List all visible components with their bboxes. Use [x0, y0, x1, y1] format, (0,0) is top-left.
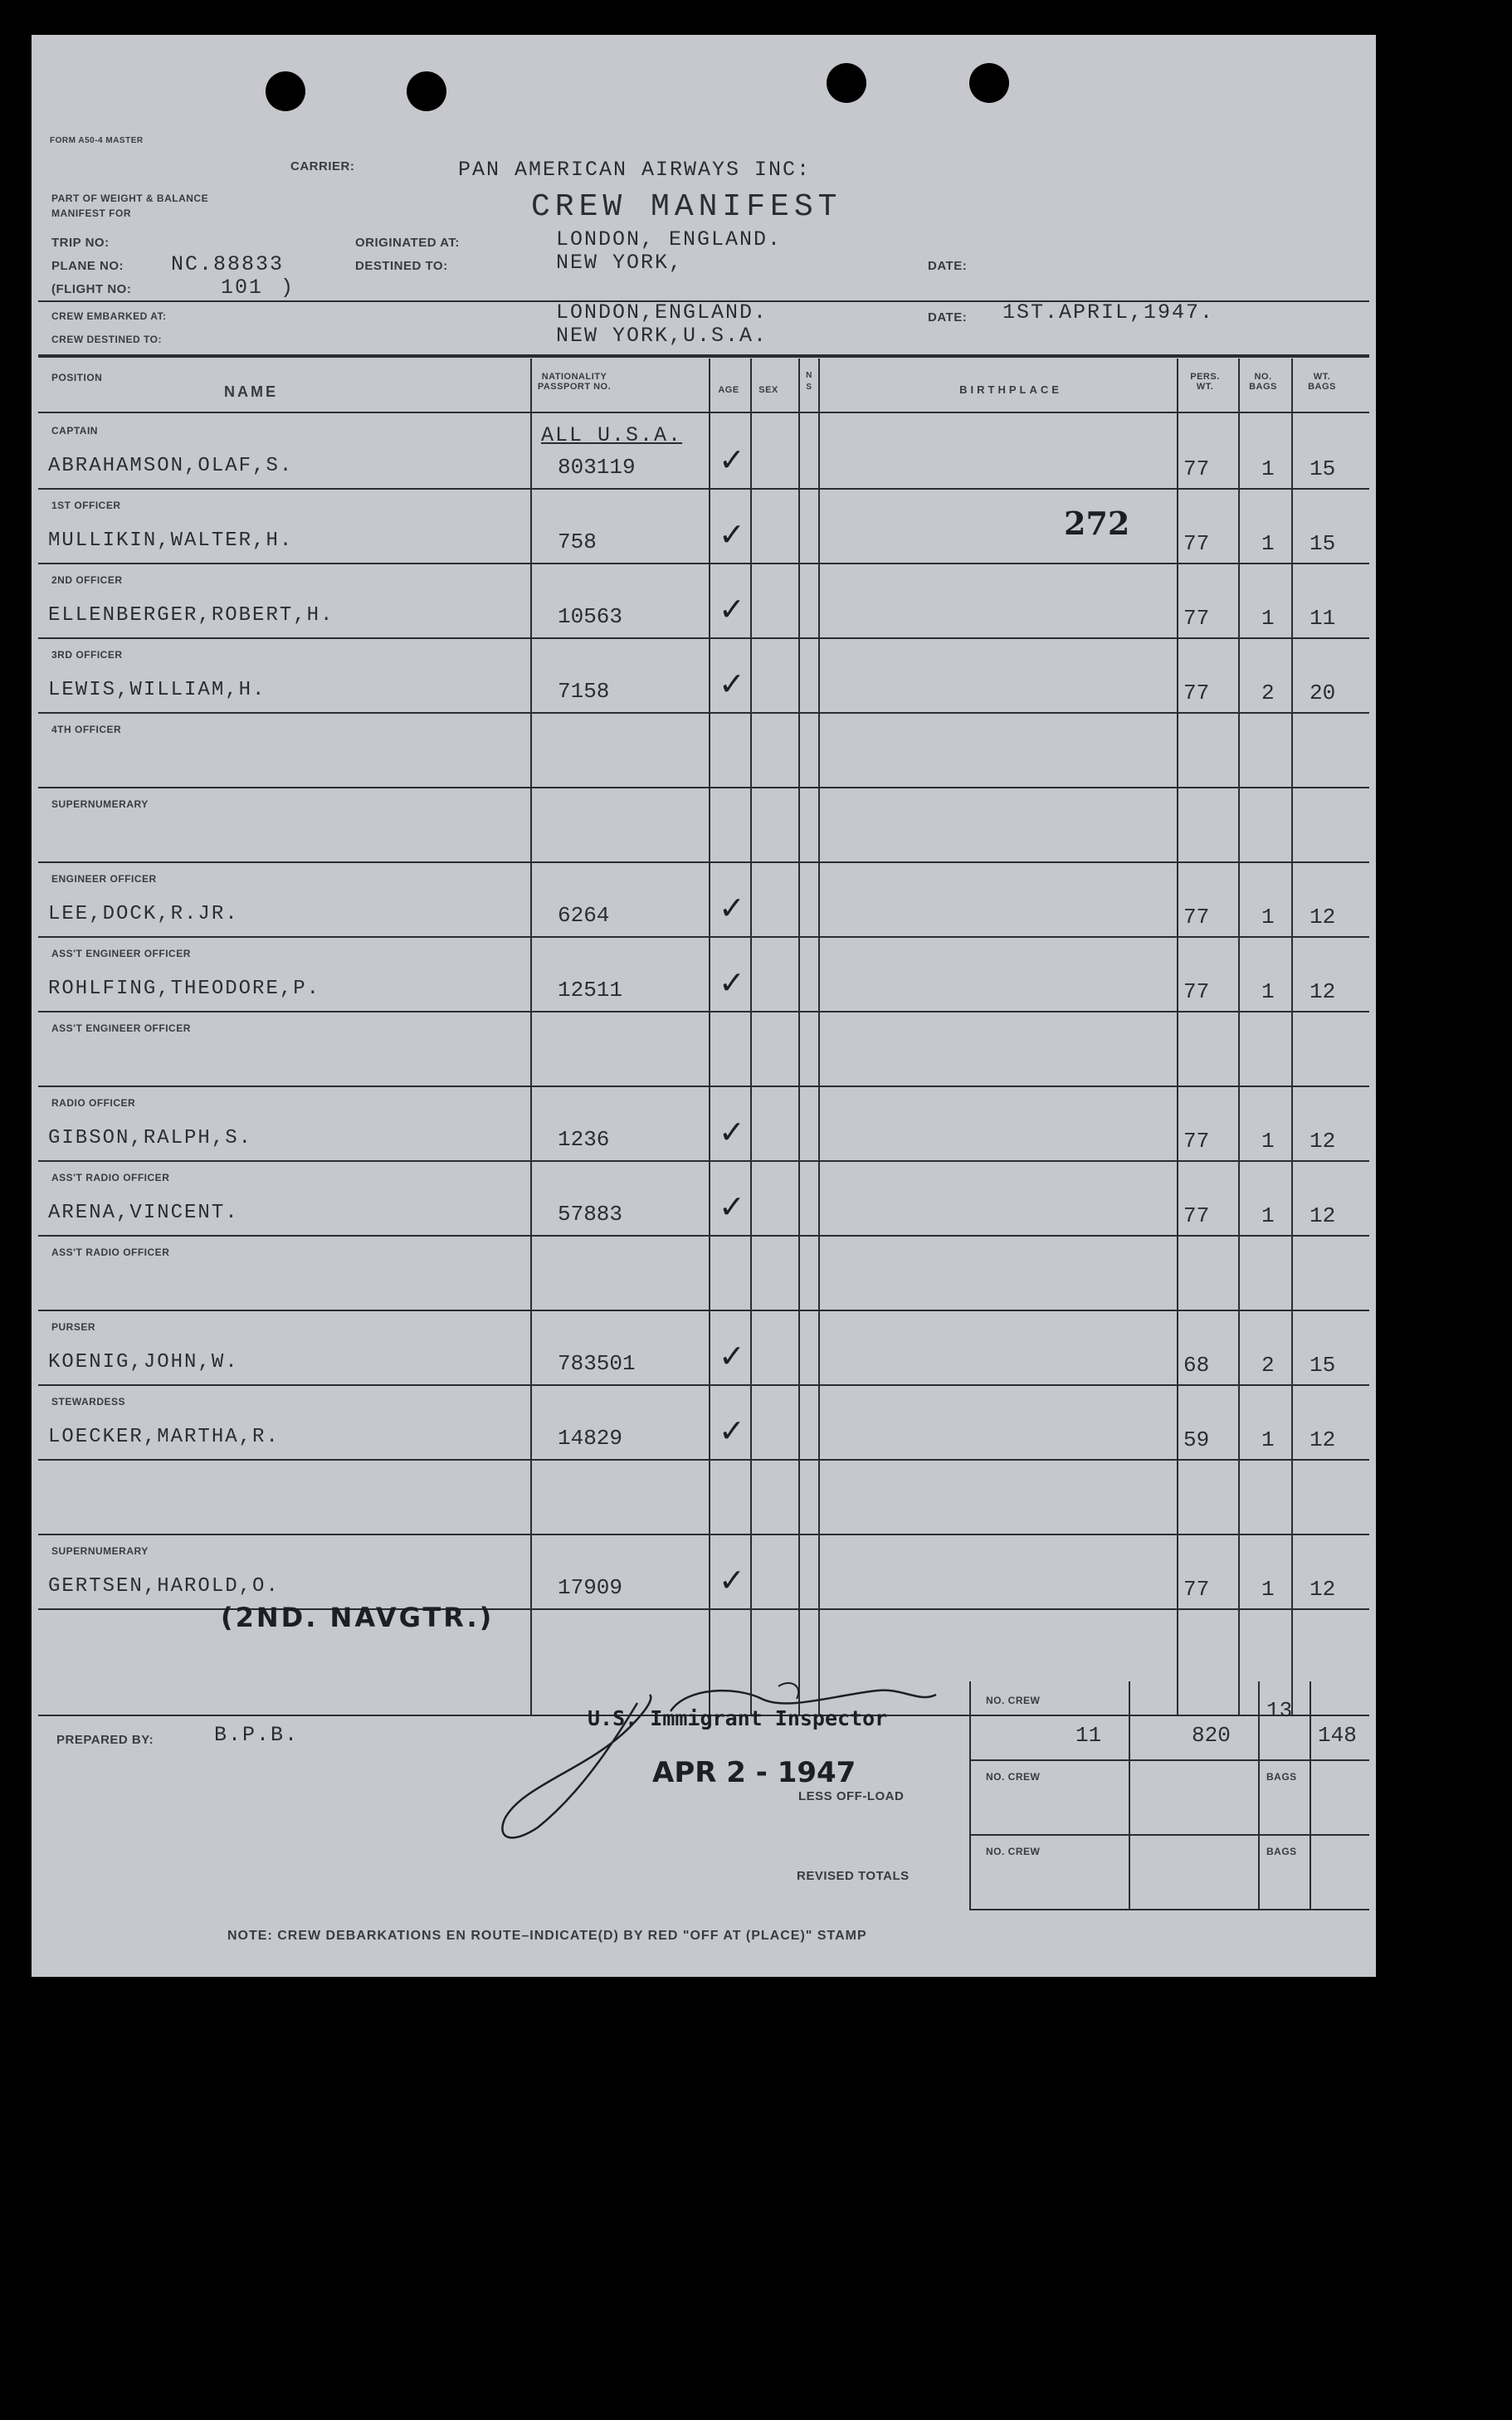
totals-col — [969, 1681, 971, 1909]
row-pers-wt: 77 — [1183, 531, 1210, 556]
stamp-date: APR 2 - 1947 — [652, 1756, 856, 1789]
bags-label: BAGS — [1266, 1846, 1297, 1857]
row-wt-bags: 12 — [1310, 979, 1336, 1004]
row-passport: 7158 — [558, 679, 610, 704]
checkmark-icon: ✓ — [719, 964, 745, 1001]
checkmark-icon: ✓ — [719, 1188, 745, 1225]
row-bags: 1 — [1261, 1129, 1275, 1154]
row-pers-wt: 77 — [1183, 1129, 1210, 1154]
header-pers-wt: PERS. WT. — [1190, 372, 1220, 392]
row-divider — [38, 637, 1369, 639]
col-line — [709, 359, 710, 1715]
total-crew: 11 — [1075, 1723, 1102, 1748]
row-divider — [38, 1310, 1369, 1311]
immigrant-inspector-stamp: U.S. Immigrant Inspector — [588, 1706, 888, 1730]
crew-destined-label: CREW DESTINED TO: — [51, 334, 162, 345]
prepared-label: PREPARED BY: — [56, 1733, 154, 1747]
row-passport: 57883 — [558, 1202, 623, 1227]
header-ns: N S — [806, 371, 812, 392]
row-position: SUPERNUMERARY — [51, 798, 149, 810]
row-divider — [38, 712, 1369, 714]
row-position: 1ST OFFICER — [51, 500, 121, 511]
row-name: GERTSEN,HAROLD,O. — [48, 1575, 280, 1598]
row-passport: 12511 — [558, 978, 623, 1003]
header-bags: NO. BAGS — [1249, 372, 1277, 392]
row-passport: 1236 — [558, 1127, 610, 1152]
row-passport: 14829 — [558, 1426, 623, 1451]
flight-number: 101 — [221, 276, 264, 300]
row-pers-wt: 77 — [1183, 681, 1210, 705]
row-name: ARENA,VINCENT. — [48, 1202, 239, 1224]
carrier: PAN AMERICAN AIRWAYS INC: — [458, 158, 812, 182]
prepared-by: B.P.B. — [214, 1723, 300, 1747]
checkmark-icon: ✓ — [719, 516, 745, 553]
row-name: LOECKER,MARTHA,R. — [48, 1426, 280, 1448]
row-passport: 758 — [558, 529, 597, 554]
checkmark-icon: ✓ — [719, 1338, 745, 1374]
row-passport: 783501 — [558, 1351, 636, 1376]
punch-hole — [827, 63, 866, 103]
row-wt-bags: 11 — [1310, 606, 1336, 631]
destined-label: DESTINED TO: — [355, 259, 448, 273]
embarked-label: CREW EMBARKED AT: — [51, 310, 167, 322]
row-divider — [38, 1011, 1369, 1012]
row-wt-bags: 15 — [1310, 1353, 1336, 1378]
inspector-signature — [488, 1670, 986, 1861]
row-pers-wt: 77 — [1183, 905, 1210, 929]
nationality-all: ALL U.S.A. — [541, 423, 683, 447]
row-divider — [38, 1160, 1369, 1162]
row-pers-wt: 77 — [1183, 456, 1210, 481]
form-number: FORM A50-4 MASTER — [50, 136, 144, 145]
row-bags: 1 — [1261, 456, 1275, 481]
originated: LONDON, ENGLAND. — [556, 227, 783, 251]
row-wt-bags: 12 — [1310, 905, 1336, 929]
row-passport: 6264 — [558, 903, 610, 928]
row-wt-bags: 12 — [1310, 1427, 1336, 1452]
total-bags: 13 — [1266, 1698, 1293, 1723]
divider — [38, 412, 1369, 413]
header-position: POSITION — [51, 372, 103, 383]
row-passport: 17909 — [558, 1575, 623, 1600]
row-bags: 1 — [1261, 531, 1275, 556]
totals-line — [969, 1909, 1369, 1910]
row-position: 3RD OFFICER — [51, 649, 123, 661]
row-position: ASS'T RADIO OFFICER — [51, 1247, 170, 1258]
row-pers-wt: 77 — [1183, 606, 1210, 631]
row-wt-bags: 15 — [1310, 456, 1336, 481]
plane-label: PLANE NO: — [51, 259, 124, 273]
row-name: LEE,DOCK,R.JR. — [48, 903, 239, 925]
destined: NEW YORK, — [556, 251, 684, 275]
checkmark-icon: ✓ — [719, 1412, 745, 1449]
row-name: KOENIG,JOHN,W. — [48, 1351, 239, 1373]
row-divider — [38, 861, 1369, 863]
crew-destined: NEW YORK,U.S.A. — [556, 324, 768, 348]
row-divider — [38, 488, 1369, 490]
row-pers-wt: 59 — [1183, 1427, 1210, 1452]
total-weight: 820 — [1192, 1723, 1231, 1748]
supernumerary-note: (2ND. NAVGTR.) — [221, 1602, 495, 1633]
no-crew-label: NO. CREW — [986, 1695, 1041, 1706]
punch-hole — [969, 63, 1009, 103]
part-of-label-2: MANIFEST FOR — [51, 207, 131, 219]
row-divider — [38, 1459, 1369, 1461]
row-wt-bags: 12 — [1310, 1577, 1336, 1602]
col-line — [798, 359, 800, 1715]
row-name: LEWIS,WILLIAM,H. — [48, 679, 266, 701]
checkmark-icon: ✓ — [719, 890, 745, 926]
no-crew-label: NO. CREW — [986, 1771, 1041, 1783]
checkmark-icon: ✓ — [719, 1562, 745, 1598]
revised-totals-label: REVISED TOTALS — [797, 1869, 910, 1883]
col-line — [818, 359, 820, 1715]
col-line — [1177, 359, 1178, 1715]
row-name: ELLENBERGER,ROBERT,H. — [48, 604, 334, 627]
row-bags: 1 — [1261, 1577, 1275, 1602]
header-nationality: NATIONALITY PASSPORT NO. — [537, 372, 612, 392]
row-position: 4TH OFFICER — [51, 724, 122, 735]
punch-hole — [266, 71, 305, 111]
plane-number: NC.88833 — [171, 252, 285, 276]
row-bags: 1 — [1261, 905, 1275, 929]
row-position: 2ND OFFICER — [51, 574, 123, 586]
header-wt-bags: WT. BAGS — [1308, 372, 1336, 392]
header-name: NAME — [224, 383, 278, 400]
row-position: ASS'T ENGINEER OFFICER — [51, 948, 191, 959]
date-label-top: DATE: — [928, 259, 968, 273]
col-line — [1291, 359, 1293, 1715]
row-divider — [38, 787, 1369, 788]
punch-hole — [407, 71, 446, 111]
row-wt-bags: 12 — [1310, 1203, 1336, 1228]
part-of-label-1: PART OF WEIGHT & BALANCE — [51, 193, 209, 204]
row-passport: 803119 — [558, 455, 636, 480]
row-position: ASS'T ENGINEER OFFICER — [51, 1022, 191, 1034]
handwritten-number: 272 — [1064, 505, 1130, 542]
flight-label: (FLIGHT NO: — [51, 282, 132, 296]
row-position: STEWARDESS — [51, 1396, 126, 1408]
row-wt-bags: 20 — [1310, 681, 1336, 705]
header-birthplace: BIRTHPLACE — [959, 383, 1062, 396]
embarked: LONDON,ENGLAND. — [556, 300, 768, 324]
row-name: ABRAHAMSON,OLAF,S. — [48, 455, 294, 477]
checkmark-icon: ✓ — [719, 442, 745, 478]
row-divider — [38, 563, 1369, 564]
totals-col — [1310, 1681, 1311, 1909]
row-pers-wt: 77 — [1183, 979, 1210, 1004]
row-position: SUPERNUMERARY — [51, 1545, 149, 1557]
row-divider — [38, 1086, 1369, 1087]
col-line — [750, 359, 752, 1715]
footnote: NOTE: CREW DEBARKATIONS EN ROUTE–INDICATE(D) BY RED "OFF AT (PLACE)" STAMP — [227, 1929, 867, 1943]
page-title: CREW MANIFEST — [531, 189, 842, 225]
row-position: ENGINEER OFFICER — [51, 873, 157, 885]
col-line — [530, 359, 532, 1715]
date-label: DATE: — [928, 310, 968, 324]
total-bag-weight: 148 — [1318, 1723, 1357, 1748]
checkmark-icon: ✓ — [719, 1114, 745, 1150]
header-age: AGE — [718, 385, 739, 395]
originated-label: ORIGINATED AT: — [355, 236, 460, 250]
row-passport: 10563 — [558, 604, 623, 629]
row-divider — [38, 936, 1369, 938]
trip-label: TRIP NO: — [51, 236, 110, 250]
checkmark-icon: ✓ — [719, 666, 745, 702]
row-position: RADIO OFFICER — [51, 1097, 136, 1109]
row-position: PURSER — [51, 1321, 96, 1333]
row-position: ASS'T RADIO OFFICER — [51, 1172, 170, 1183]
row-bags: 1 — [1261, 1203, 1275, 1228]
row-name: MULLIKIN,WALTER,H. — [48, 529, 294, 552]
row-divider — [38, 1534, 1369, 1535]
divider — [38, 354, 1369, 358]
header-sex: SEX — [758, 385, 778, 395]
row-wt-bags: 15 — [1310, 531, 1336, 556]
row-divider — [38, 1235, 1369, 1237]
date: 1ST.APRIL,1947. — [1002, 300, 1215, 324]
row-wt-bags: 12 — [1310, 1129, 1336, 1154]
less-offload-label: LESS OFF-LOAD — [798, 1789, 905, 1803]
carrier-label: CARRIER: — [290, 159, 355, 173]
flight-close: ) — [280, 276, 295, 300]
no-crew-label: NO. CREW — [986, 1846, 1041, 1857]
row-bags: 1 — [1261, 979, 1275, 1004]
totals-col — [1129, 1681, 1130, 1909]
row-name: ROHLFING,THEODORE,P. — [48, 978, 321, 1000]
row-bags: 1 — [1261, 1427, 1275, 1452]
row-pers-wt: 77 — [1183, 1203, 1210, 1228]
row-bags: 2 — [1261, 1353, 1275, 1378]
col-line — [1238, 359, 1240, 1715]
bags-label: BAGS — [1266, 1771, 1297, 1783]
row-position: CAPTAIN — [51, 425, 98, 437]
totals-col — [1258, 1681, 1260, 1909]
checkmark-icon: ✓ — [719, 591, 745, 627]
row-divider — [38, 1384, 1369, 1386]
row-bags: 2 — [1261, 681, 1275, 705]
row-name: GIBSON,RALPH,S. — [48, 1127, 253, 1149]
row-pers-wt: 77 — [1183, 1577, 1210, 1602]
row-bags: 1 — [1261, 606, 1275, 631]
manifest-page — [32, 35, 1376, 1977]
row-pers-wt: 68 — [1183, 1353, 1210, 1378]
